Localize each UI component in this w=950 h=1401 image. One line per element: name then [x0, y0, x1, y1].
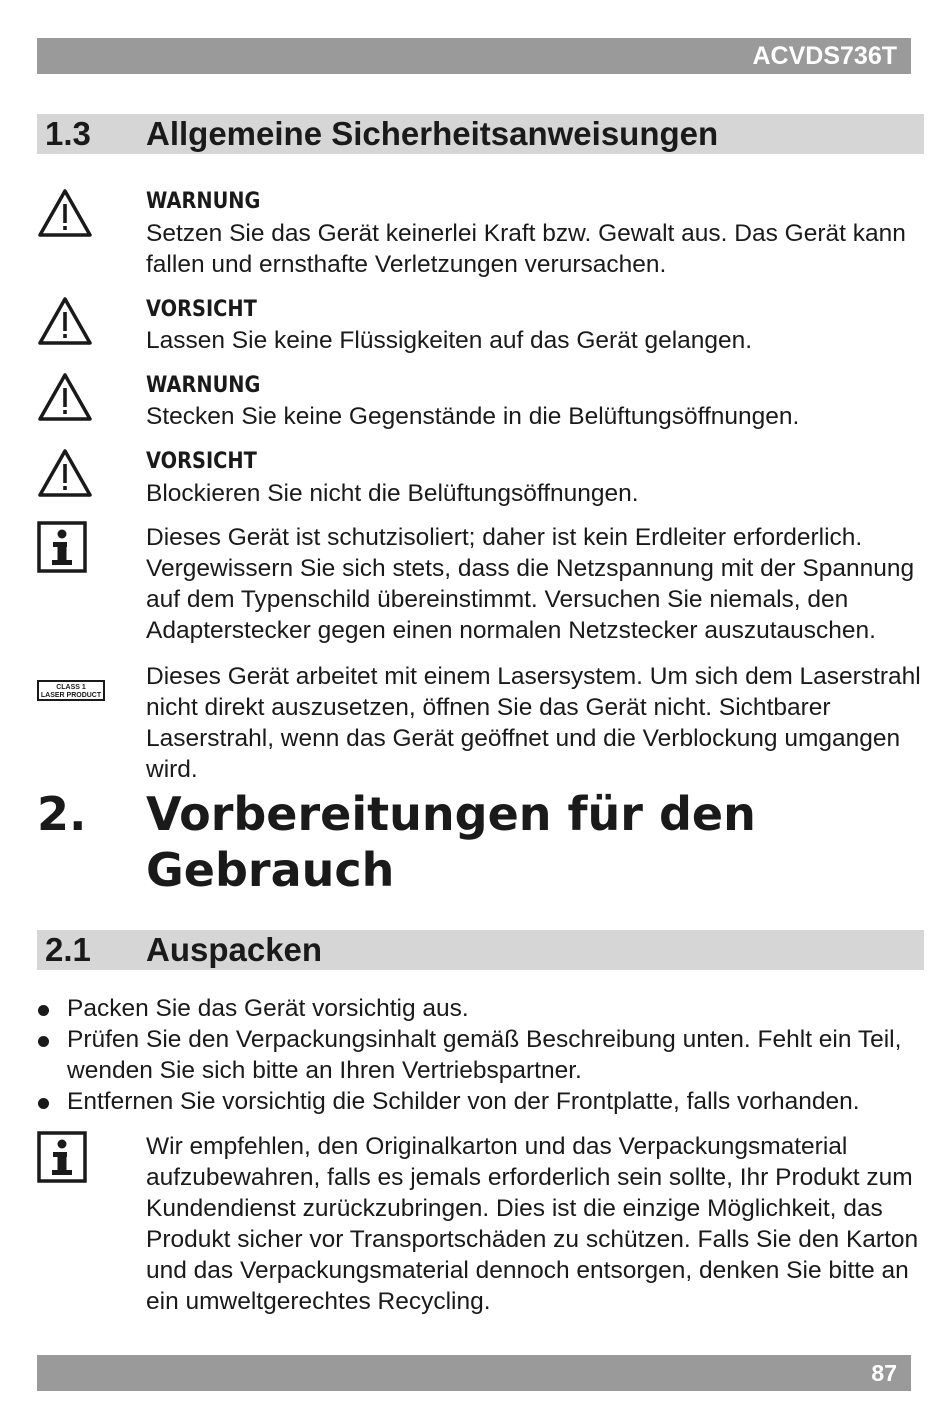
notice-text: Stecken Sie keine Gegenstände in die Belüftungsöffnungen. — [146, 403, 800, 430]
info-icon — [37, 521, 87, 573]
section-number: 1.3 — [45, 115, 91, 152]
chapter-title-line1: Vorbereitungen für den — [146, 787, 756, 841]
header-bar — [37, 38, 911, 74]
warning-triangle-icon — [37, 448, 93, 498]
notice-label: VORSICHT — [146, 449, 257, 474]
page-number: 87 — [871, 1360, 897, 1386]
notice-text: Blockieren Sie nicht die Belüftungsöffnungen. — [146, 480, 639, 507]
warning-triangle-icon — [37, 372, 93, 422]
bullet-icon — [38, 1098, 49, 1109]
notice-text: Setzen Sie das Gerät keinerlei Kraft bzw. Gewalt aus. Das Gerät kann fallen und ernsthafte Verletzungen verursachen. — [146, 220, 906, 278]
info-icon — [37, 1131, 87, 1183]
footer-bar — [37, 1355, 911, 1391]
info-text: Dieses Gerät ist schutzisoliert; daher ist kein Erdleiter erforderlich. Vergewissern Sie sich stets, dass die Netzspannung mit der Spannung auf dem Typenschild übereinstimmt. Versuchen Sie niemals, den Adapterstecker gegen einen normalen Netzstecker auszutauschen. — [146, 524, 915, 644]
list-item: Entfernen Sie vorsichtig die Schilder von der Frontplatte, falls vorhanden. — [37, 1086, 917, 1117]
chapter-number: 2. — [37, 787, 87, 841]
laser-badge-line1: CLASS 1 — [56, 684, 86, 691]
list-item: Packen Sie das Gerät vorsichtig aus. — [37, 993, 917, 1024]
laser-class-label-icon — [37, 680, 105, 701]
notice-label: WARNUNG — [146, 189, 261, 214]
unpacking-list — [37, 993, 917, 1117]
section-number: 2.1 — [45, 931, 91, 968]
list-item: Prüfen Sie den Verpackungsinhalt gemäß Beschreibung unten. Fehlt ein Teil, wenden Sie sich bitte an Ihren Vertriebspartner. — [37, 1024, 917, 1086]
warning-triangle-icon — [37, 188, 93, 238]
notice-label: VORSICHT — [146, 297, 257, 322]
section-title: Auspacken — [146, 931, 323, 968]
notice-label: WARNUNG — [146, 373, 261, 398]
warning-triangle-icon — [37, 296, 93, 346]
chapter-title-line2: Gebrauch — [146, 843, 395, 897]
section-title: Allgemeine Sicherheitsanweisungen — [146, 115, 719, 152]
info-text: Wir empfehlen, den Originalkarton und das Verpackungsmaterial aufzubewahren, falls es jemals erforderlich sein sollte, Ihr Produkt zum Kundendienst zurückzubringen. Dies ist die einzige Möglichkeit, das Produkt sicher vor Transportschäden zu schützen. Falls Sie den Karton und das Verpackungsmaterial dennoch entsorgen, denken Sie bitte an ein umweltgerechtes Recycling. — [146, 1133, 919, 1315]
laser-text: Dieses Gerät arbeitet mit einem Lasersystem. Um sich dem Laserstrahl nicht direkt auszusetzen, öffnen Sie das Gerät nicht. Sichtbarer Laserstrahl, wenn das Gerät geöffnet und die Verblockung umgangen wird. — [146, 663, 921, 783]
bullet-icon — [38, 1036, 49, 1047]
notice-text: Lassen Sie keine Flüssigkeiten auf das Gerät gelangen. — [146, 327, 753, 354]
section-heading-2-1 — [37, 930, 924, 970]
bullet-icon — [38, 1005, 49, 1016]
model-number: ACVDS736T — [752, 42, 897, 70]
section-heading-1-3 — [37, 114, 924, 154]
laser-badge-line2: LASER PRODUCT — [40, 692, 102, 699]
